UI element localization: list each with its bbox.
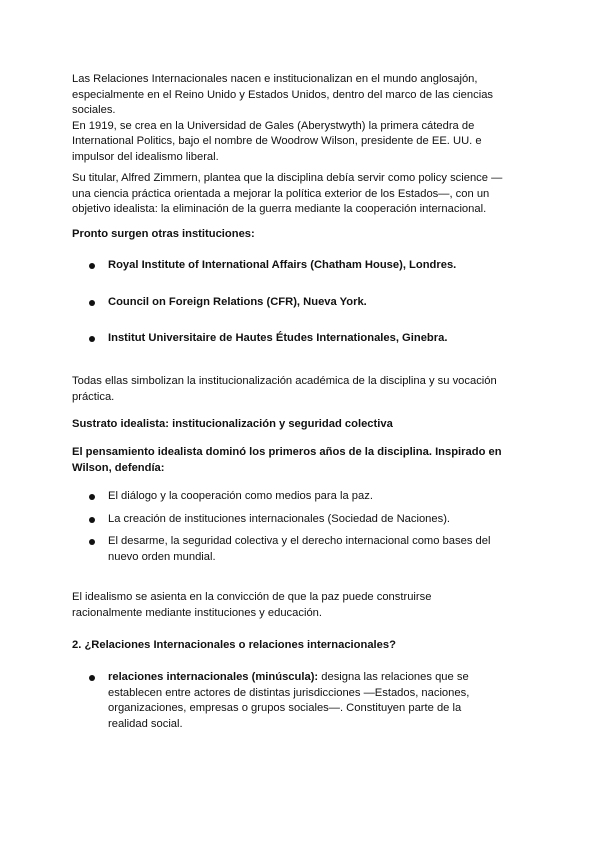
intro-paragraph-1: Las Relaciones Internacionales nacen e institucionalizan en el mundo anglosajón, especialmente en el Reino Unido y Estados Unidos, dentro del marco de las ciencias sociales. bbox=[72, 73, 494, 116]
bullet-icon bbox=[89, 675, 95, 681]
bullet-icon bbox=[89, 300, 95, 306]
list-item bbox=[72, 670, 504, 732]
institutions-heading: Pronto surgen otras instituciones: bbox=[72, 228, 255, 240]
list-item bbox=[72, 258, 504, 274]
intro-section bbox=[72, 72, 504, 165]
idealism-conclusion: El idealismo se asienta en la convicción de que la paz puede construirse racionalmente mediante instituciones y educación. bbox=[72, 591, 432, 619]
idealism-list bbox=[72, 489, 504, 565]
bullet-icon bbox=[89, 494, 95, 500]
term-definition: designa las relaciones que se establecen entre actores de distintas jurisdicciones —Estados, naciones, organizaciones, empresas o grupos sociales—. Constituyen parte de la realidad social. bbox=[108, 671, 470, 730]
list-item-text: Institut Universitaire de Hautes Études Internationales, Ginebra. bbox=[108, 332, 448, 344]
intro-paragraph-2: En 1919, se crea en la Universidad de Gales (Aberystwyth) la primera cátedra de International Politics, bajo el nombre de Woodrow Wilson, presidente de EE. UU. e impulsor del idealismo liberal. bbox=[72, 119, 482, 163]
list-item-text: La creación de instituciones internacionales (Sociedad de Naciones). bbox=[108, 512, 451, 525]
bullet-icon bbox=[89, 263, 95, 269]
section2-list bbox=[72, 670, 504, 732]
zimmern-paragraph: Su titular, Alfred Zimmern, plantea que la disciplina debía servir como policy science —una ciencia práctica orientada a mejorar la política exterior de los Estados—, con un objetivo idealista: la eliminación de la guerra mediante la cooperación internacional. bbox=[72, 172, 503, 215]
list-item bbox=[72, 512, 504, 528]
list-item bbox=[72, 295, 504, 311]
institutions-heading-block bbox=[72, 227, 504, 243]
list-item-text: Royal Institute of International Affairs (Chatham House), Londres. bbox=[108, 259, 457, 271]
idealism-lead: El pensamiento idealista dominó los primeros años de la disciplina. Inspirado en Wilson, defendía: bbox=[72, 446, 502, 474]
section2-heading: 2. ¿Relaciones Internacionales o relaciones internacionales? bbox=[72, 639, 396, 651]
idealism-heading: Sustrato idealista: institucionalización y seguridad colectiva bbox=[72, 418, 393, 430]
idealism-conclusion-block bbox=[72, 590, 504, 621]
list-item-text: Council on Foreign Relations (CFR), Nueva York. bbox=[108, 295, 367, 308]
idealism-lead-block bbox=[72, 445, 504, 476]
list-item bbox=[72, 489, 504, 505]
list-item bbox=[72, 331, 504, 347]
bullet-icon bbox=[89, 336, 95, 342]
list-item bbox=[72, 534, 504, 565]
institutions-summary: Todas ellas simbolizan la institucionalización académica de la disciplina y su vocación práctica. bbox=[72, 375, 497, 403]
institutions-list bbox=[72, 258, 504, 347]
term-label: relaciones internacionales (minúscula): bbox=[108, 671, 319, 683]
bullet-icon bbox=[89, 517, 95, 523]
institutions-summary-block bbox=[72, 374, 504, 405]
idealism-heading-block bbox=[72, 417, 504, 433]
list-item-text: El desarme, la seguridad colectiva y el derecho internacional como bases del nuevo orden mundial. bbox=[108, 535, 491, 563]
list-item-text: El diálogo y la cooperación como medios para la paz. bbox=[108, 490, 373, 502]
bullet-icon bbox=[89, 539, 95, 545]
section2-heading-block bbox=[72, 638, 504, 654]
zimmern-paragraph-block bbox=[72, 171, 504, 218]
